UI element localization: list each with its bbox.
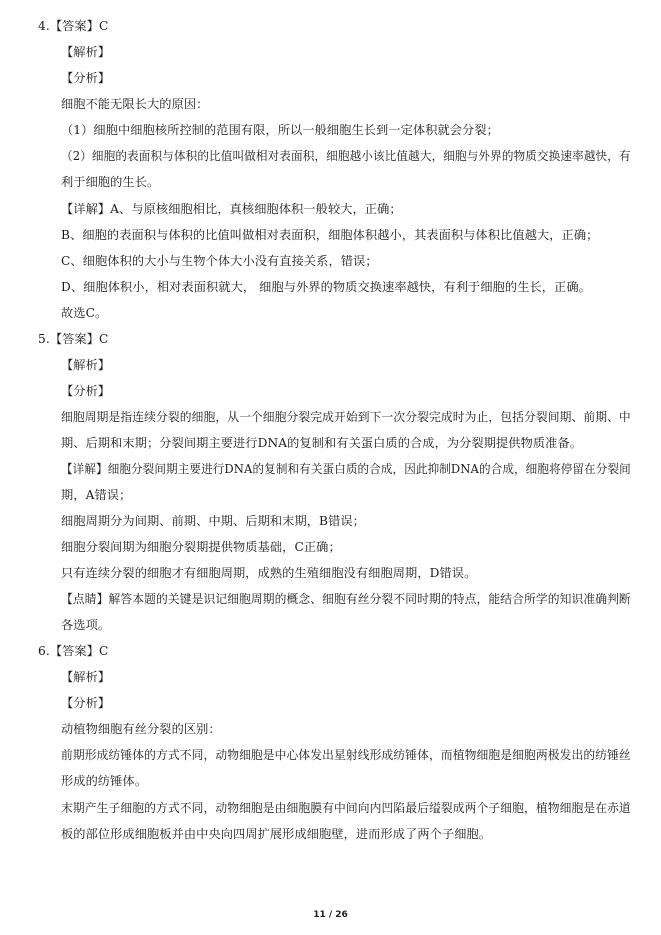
text-line: 细胞周期分为间期、前期、中期、后期和末期，B错误； bbox=[61, 514, 365, 528]
text-line: （2）细胞的表面积与体积的比值叫做相对表面积，细胞越小该比值越大，细胞与外界的物质交换速率越快，有 bbox=[61, 149, 631, 163]
analysis-heading: 【解析】 bbox=[61, 358, 111, 372]
text-line: 期、后期和末期；分裂间期主要进行DNA的复制和有关蛋白质的合成，为分裂期提供物质准备。 bbox=[61, 436, 583, 450]
text-line: 只有连续分裂的细胞才有细胞周期，成熟的生殖细胞没有细胞周期，D错误。 bbox=[61, 566, 477, 580]
fenxi-heading: 【分析】 bbox=[61, 384, 111, 398]
analysis-heading: 【解析】 bbox=[61, 45, 111, 59]
question-4-answer: 4.【答案】C bbox=[38, 19, 109, 33]
text-line: 细胞分裂间期为细胞分裂期提供物质基础，C正确； bbox=[61, 540, 341, 554]
analysis-heading: 【解析】 bbox=[61, 670, 111, 684]
text-line: （1）细胞中细胞核所控制的范围有限，所以一般细胞生长到一定体积就会分裂； bbox=[61, 123, 499, 137]
conclusion-line: 故选C。 bbox=[61, 306, 108, 320]
text-line: 板的部位形成细胞板并由中央向四周扩展形成细胞壁，进而形成了两个子细胞。 bbox=[61, 827, 492, 841]
text-line: 前期形成纺锤体的方式不同，动物细胞是中心体发出星射线形成纺锤体，而植物细胞是细胞两极发出的纺锤丝 bbox=[61, 748, 631, 762]
detail-line: 【详解】细胞分裂间期主要进行DNA的复制和有关蛋白质的合成，因此抑制DNA的合成，细胞将停留在分裂间 bbox=[61, 462, 631, 476]
text-line: 末期产生子细胞的方式不同，动物细胞是由细胞膜有中间向内凹陷最后缢裂成两个子细胞，植物细胞是在赤道 bbox=[61, 801, 631, 815]
text-line: 形成的纺锤体。 bbox=[61, 774, 148, 788]
question-5-answer: 5.【答案】C bbox=[38, 332, 109, 346]
text-line: B、细胞的表面积与体积的比值叫做相对表面积，细胞体积越小，其表面积与体积比值越大，正确； bbox=[61, 228, 599, 242]
page-number: 11 / 26 bbox=[313, 910, 348, 920]
text-line: 细胞不能无限长大的原因： bbox=[61, 97, 209, 111]
key-point-line: 【点睛】解答本题的关键是识记细胞周期的概念、细胞有丝分裂不同时期的特点，能结合所学的知识准确判断 bbox=[61, 592, 631, 606]
text-line: 细胞周期是指连续分裂的细胞，从一个细胞分裂完成开始到下一次分裂完成时为止，包括分裂间期、前期、中 bbox=[61, 410, 631, 424]
text-line: 利于细胞的生长。 bbox=[61, 175, 160, 189]
fenxi-heading: 【分析】 bbox=[61, 71, 111, 85]
text-line: C、细胞体积的大小与生物个体大小没有直接关系，错误； bbox=[61, 254, 378, 268]
fenxi-heading: 【分析】 bbox=[61, 696, 111, 710]
text-line: 动植物细胞有丝分裂的区别： bbox=[61, 722, 221, 736]
question-6-answer: 6.【答案】C bbox=[38, 644, 109, 658]
text-line: 期，A错误； bbox=[61, 488, 132, 502]
detail-line: 【详解】A、与原核细胞相比，真核细胞体积一般较大，正确； bbox=[61, 202, 402, 216]
text-line: D、细胞体积小，相对表面积就大， 细胞与外界的物质交换速率越快，有利于细胞的生长，正确。 bbox=[61, 280, 591, 294]
text-line: 各选项。 bbox=[61, 618, 111, 632]
